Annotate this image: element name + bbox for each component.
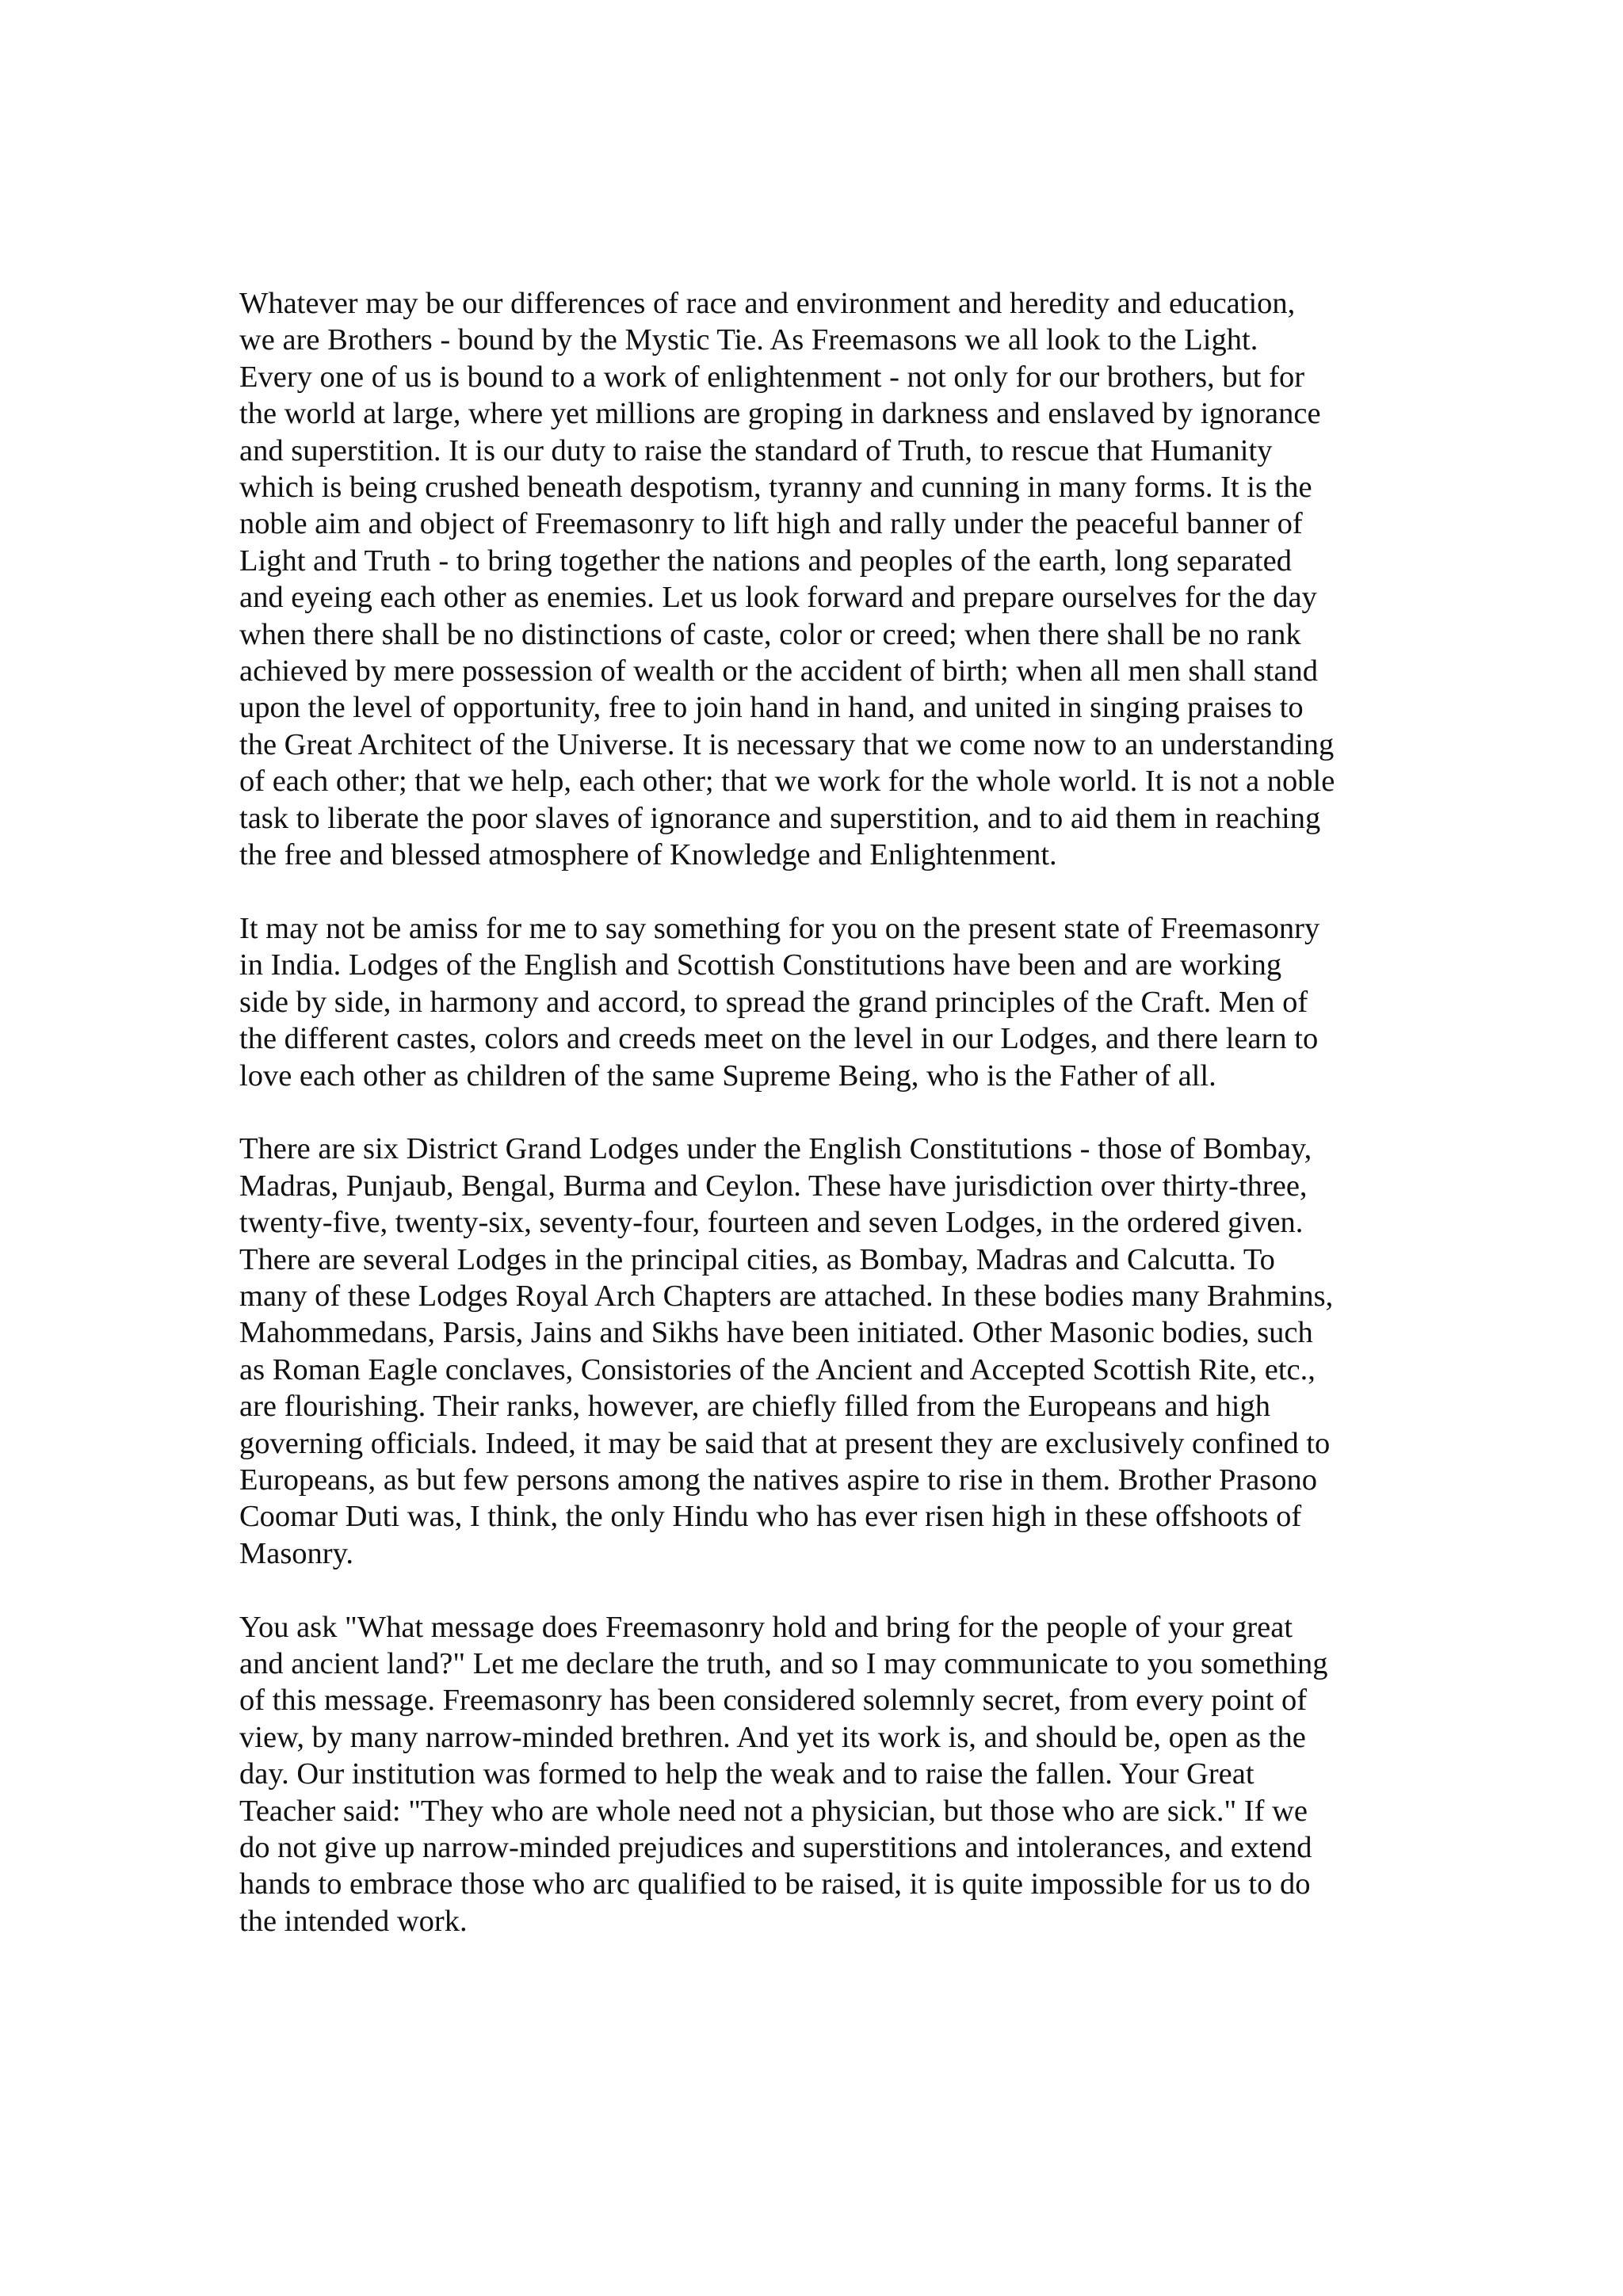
paragraph-4: You ask "What message does Freemasonry hold and bring for the people of your great and ancient land?" Let me declare the truth, and so I may communicate to you something of this message. Freemasonry has been considered solemnly secret, from every point of view, by many narrow-minded brethren. And yet its work is, and should be, open as the day. Our institution was formed to help the weak and to raise the fallen. Your Great Teacher said: "They who are whole need not a physician, but those who are sick." If we do not give up narrow-minded prejudices and superstitions and intolerances, and extend hands to embrace those who arc qualified to be raised, it is quite impossible for us to do the intended work.: [239, 1610, 1328, 1938]
paragraph-3: There are six District Grand Lodges under the English Constitutions - those of Bombay, Madras, Punjaub, Bengal, Burma and Ceylon. These have jurisdiction over thirty-three, twenty-five, twenty-six, seventy-four, fourteen and seven Lodges, in the ordered given. There are several Lodges in the principal cities, as Bombay, Madras and Calcutta. To many of these Lodges Royal Arch Chapters are attached. In these bodies many Brahmins, Mahommedans, Parsis, Jains and Sikhs have been initiated. Other Masonic bodies, such as Roman Eagle conclaves, Consistories of the Ancient and Accepted Scottish Rite, etc., are flourishing. Their ranks, however, are chiefly filled from the Europeans and high governing officials. Indeed, it may be said that at present they are exclusively confined to Europeans, as but few persons among the natives aspire to rise in them. Brother Prasono Coomar Duti was, I think, the only Hindu who has ever risen high in these offshoots of Masonry.: [239, 1132, 1334, 1570]
paragraph-2: It may not be amiss for me to say something for you on the present state of Freemasonry in India. Lodges of the English and Scottish Constitutions have been and are working side by side, in harmony and accord, to spread the grand principles of the Craft. Men of the different castes, colors and creeds meet on the level in our Lodges, and there learn to love each other as children of the same Supreme Being, who is the Father of all.: [239, 911, 1320, 1093]
document-body: [239, 285, 1428, 1977]
paragraph-1: Whatever may be our differences of race and environment and heredity and education, we are Brothers - bound by the Mystic Tie. As Freemasons we all look to the Light. Every one of us is bound to a work of enlightenment - not only for our brothers, but for the world at large, where yet millions are groping in darkness and enslaved by ignorance and superstition. It is our duty to raise the standard of Truth, to rescue that Humanity which is being crushed beneath despotism, tyranny and cunning in many forms. It is the noble aim and object of Freemasonry to lift high and rally under the peaceful banner of Light and Truth - to bring together the nations and peoples of the earth, long separated and eyeing each other as enemies. Let us look forward and prepare ourselves for the day when there shall be no distinctions of caste, color or creed; when there shall be no rank achieved by mere possession of wealth or the accident of birth; when all men shall stand upon the level of opportunity, free to join hand in hand, and united in singing praises to the Great Architect of the Universe. It is necessary that we come now to an understanding of each other; that we help, each other; that we work for the whole world. It is not a noble task to liberate the poor slaves of ignorance and superstition, and to aid them in reaching the free and blessed atmosphere of Knowledge and Enlightenment.: [239, 287, 1335, 872]
